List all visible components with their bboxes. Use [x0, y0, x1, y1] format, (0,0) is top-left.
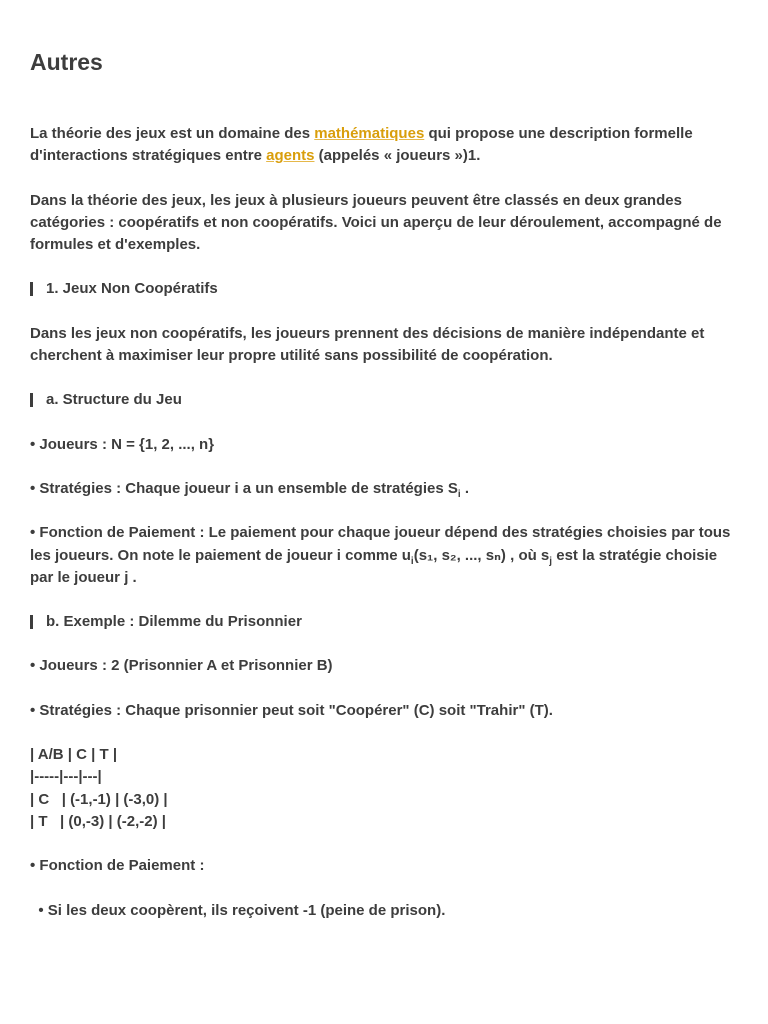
- intro-text-2: qui propose une description formelle d'interactions stratégiques entre: [30, 125, 693, 165]
- example-players-line: • Joueurs : 2 (Prisonnier A et Prisonnier B): [30, 657, 333, 675]
- section-heading-a: a. Structure du Jeu: [30, 389, 742, 411]
- payoff-text-3: est la stratégie choisie par le joueur j .: [30, 546, 718, 586]
- payoff-paragraph: [30, 522, 742, 589]
- intro-text-3: (appelés « joueurs »)1.: [314, 147, 481, 165]
- payoff-text-2: , où s: [505, 546, 550, 564]
- intro-paragraph-1: [30, 123, 742, 168]
- section-heading-b: b. Exemple : Dilemme du Prisonnier: [30, 611, 742, 633]
- intro-text-1: La théorie des jeux est un domaine des: [30, 125, 315, 142]
- strategies-line: [30, 478, 742, 500]
- payoff-s-subscript: j: [549, 555, 553, 567]
- players-line: • Joueurs : N = {1, 2, ..., n}: [30, 435, 215, 453]
- payoff-text-1: • Fonction de Paiement : Le paiement pour chaque joueur dépend des stratégies choisies par tous les joueurs. On note le paiement de joueur i comme u: [30, 524, 731, 564]
- strategies-subscript: i: [457, 488, 461, 500]
- payoff-u-subscript: i: [410, 555, 414, 567]
- strategies-text: • Stratégies : Chaque joueur i a un ensemble de stratégies S: [30, 479, 458, 497]
- section1-paragraph: Dans les jeux non coopératifs, les joueurs prennent des décisions de manière indépendante et cherchent à maximiser leur propre utilité sans possibilité de coopération.: [30, 324, 705, 365]
- table-row: | A/B | C | T |: [30, 746, 118, 764]
- section-heading-1: 1. Jeux Non Coopératifs: [30, 278, 742, 300]
- article-body: [30, 123, 742, 922]
- table-row: | T | (0,-3) | (-2,-2) |: [30, 812, 166, 830]
- payoff-function-line: • Fonction de Paiement :: [30, 857, 205, 875]
- intro-paragraph-2: Dans la théorie des jeux, les jeux à plusieurs joueurs peuvent être classés en deux grandes catégories : coopératifs et non coopératifs. Voici un aperçu de leur déroulement, accompagné de formules et d'exemples.: [30, 191, 722, 254]
- table-row: |-----|---|---|: [30, 768, 102, 786]
- page-title: Autres: [30, 49, 103, 75]
- link-agents[interactable]: agents: [266, 147, 315, 165]
- strategies-end: .: [460, 479, 469, 497]
- payoff-args: (s₁, s₂, ..., sₙ): [413, 546, 506, 564]
- payoff-bullet-1: • Si les deux coopèrent, ils reçoivent -1 (peine de prison).: [30, 901, 446, 919]
- example-strategies-line: • Stratégies : Chaque prisonnier peut soit "Coopérer" (C) soit "Trahir" (T).: [30, 701, 553, 719]
- table-row: | C | (-1,-1) | (-3,0) |: [30, 790, 168, 808]
- link-mathematiques[interactable]: mathématiques: [314, 125, 425, 142]
